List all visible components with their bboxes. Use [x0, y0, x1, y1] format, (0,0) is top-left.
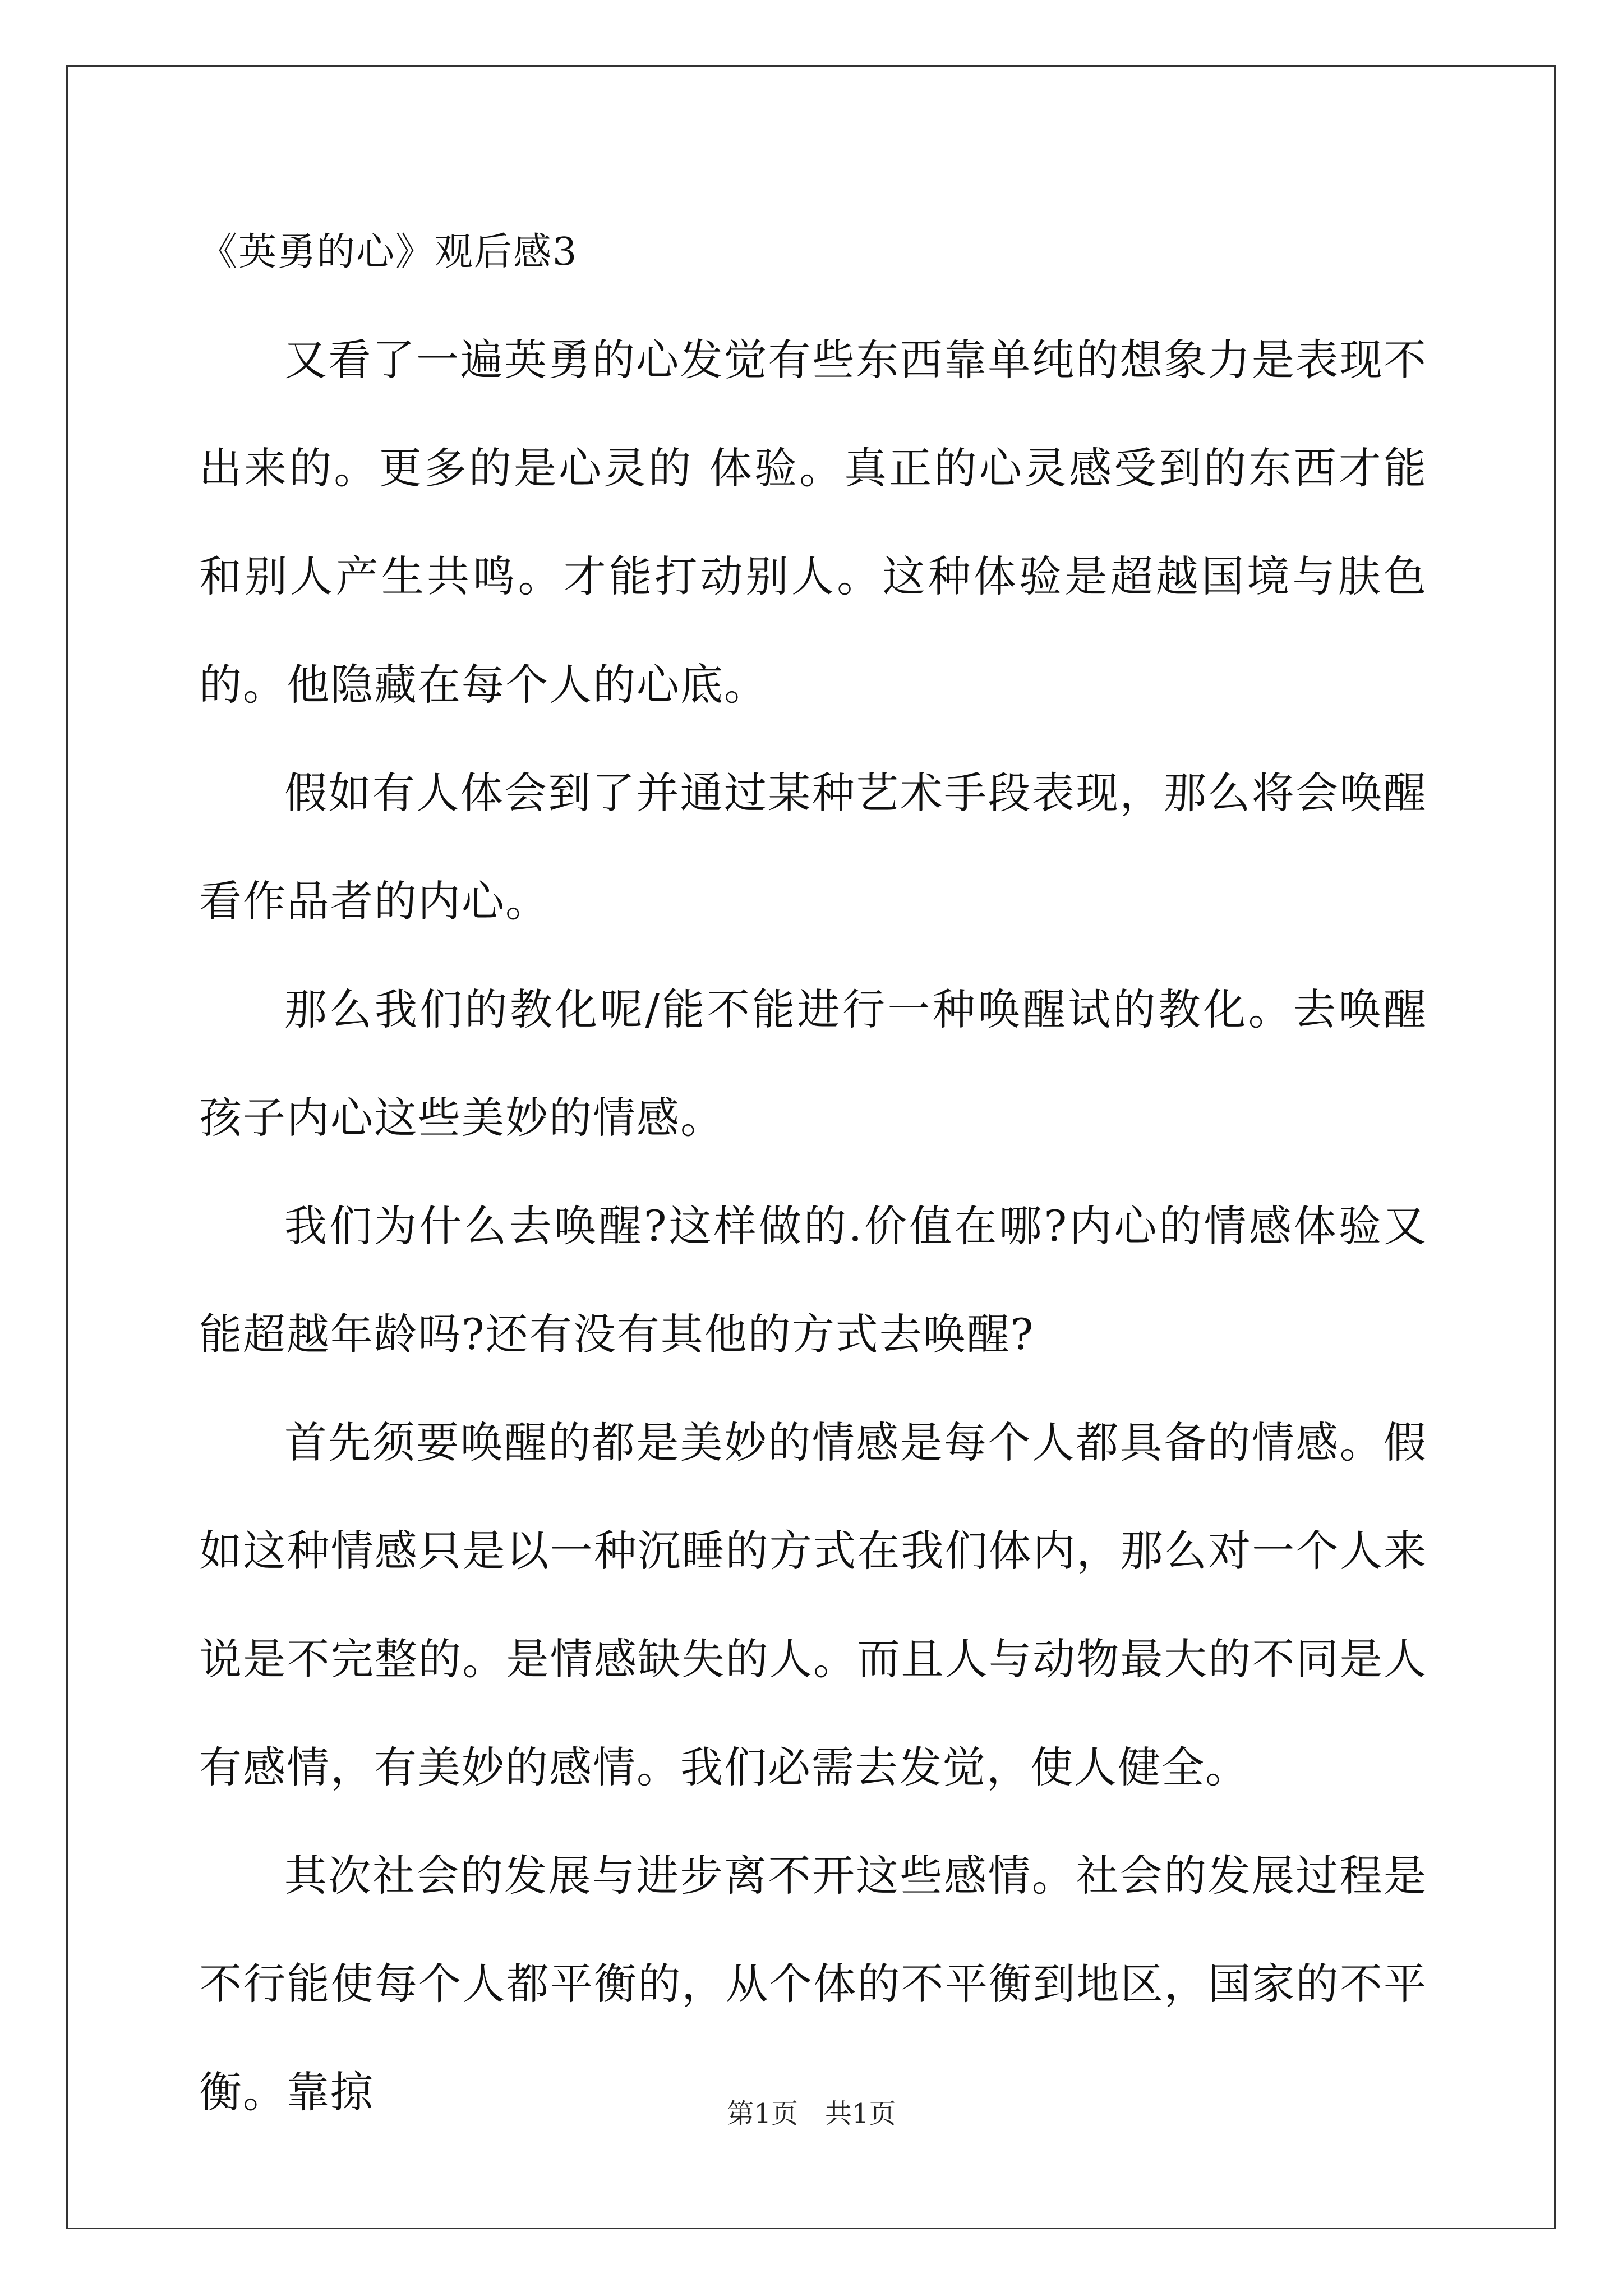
paragraph-5: 首先须要唤醒的都是美妙的情感是每个人都具备的情感。假如这种情感只是以一种沉睡的方式在我们体内，那么对一个人来说是不完整的。是情感缺失的人。而且人与动物最大的不同是人有感情，有美妙的感情。我们必需去发觉，使人健全。: [199, 1418, 1427, 1792]
document-body: [199, 222, 1427, 2146]
paragraph-1: 又看了一遍英勇的心发觉有些东西靠单纯的想象力是表现不出来的。更多的是心灵的 体验。真正的心灵感受到的东西才能和别人产生共鸣。才能打动别人。这种体验是超越国境与肤色的。他隐藏在每个人的心底。: [199, 335, 1427, 710]
paragraph-2: 假如有人体会到了并通过某种艺术手段表现，那么将会唤醒看作品者的内心。: [199, 768, 1427, 926]
paragraph-3: 那么我们的教化呢/能不能进行一种唤醒试的教化。去唤醒孩子内心这些美妙的情感。: [199, 984, 1427, 1143]
page-footer: 第1页 共1页: [727, 2098, 896, 2129]
paragraph-4: 我们为什么去唤醒?这样做的.价值在哪?内心的情感体验又能超越年龄吗?还有没有其他的方式去唤醒?: [199, 1201, 1427, 1359]
paragraph-6: 其次社会的发展与进步离不开这些感情。社会的发展过程是不行能使每个人都平衡的，从个体的不平衡到地区，国家的不平衡。靠掠: [199, 1851, 1427, 2117]
document-title: 《英勇的心》观后感3: [199, 230, 578, 274]
